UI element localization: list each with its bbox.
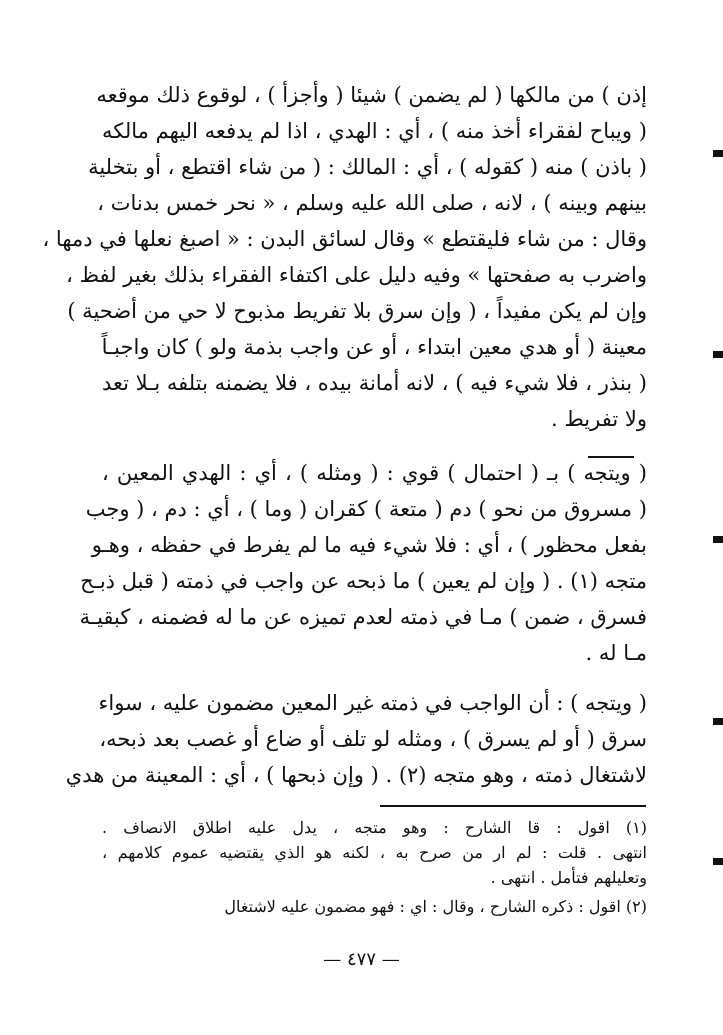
text-line: ولا تفريط . (551, 407, 647, 431)
edge-marker (713, 858, 723, 865)
paragraph-1 (42, 77, 647, 437)
footnote-line: انتهى . قلت : لم ار من صرح به ، لكنه هو الذي يقتضيه عموم كلامهم ، (102, 843, 647, 862)
text-line: وإن لم يكن مفيداً ، ( وإن سرق بلا تفريط مذبوح لا حي من أضحية ) (67, 299, 647, 323)
text-line: وقال : من شاء فليقتطع » وقال لسائق البدن : « اصبغ نعلها في دمها ، (42, 227, 647, 251)
text-line: بفعل محظور ) ، أي : فلا شيء فيه ما لم يفرط في حفظه ، وهـو (91, 533, 647, 557)
text-line: سرق ( أو لم يسرق ) ، ومثله لو تلف أو ضاع أو غصب بعد ذبحه، (99, 727, 647, 751)
paragraph-3 (65, 685, 647, 793)
text-line: فسرق ، ضمن ) مـا في ذمته لعدم تميزه عن ما له فضمنه ، كبقيـة (79, 605, 647, 629)
text-line: إذن ) من مالكها ( لم يضمن ) شيئا ( وأجزأ ) ، لوقوع ذلك موقعه (96, 83, 647, 107)
footnote-line: (١) اقول : قا الشارح : وهو متجه ، يدل عليه اطلاق الانصاف . (102, 818, 647, 837)
text-line: واضرب به صفحتها » وفيه دليل على اكتفاء الفقراء بذلك بغير لفظ ، (66, 263, 647, 287)
edge-marker (713, 150, 723, 157)
footnote-line: (٢) اقول : ذكره الشارح ، وقال : اي : فهو مضمون عليه لاشتغال (224, 897, 647, 916)
paragraph-2 (79, 455, 647, 671)
footnotes (102, 815, 647, 919)
text-line: بينهم وبينه ) ، لانه ، صلى الله عليه وسلم ، « نحر خمس بدنات ، (97, 191, 647, 215)
text-line: معينة ( أو هدي معين ابتداء ، أو عن واجب بذمة ولو ) كان واجبـاً (101, 335, 647, 359)
page-number: — ٤٧٧ — (323, 949, 400, 970)
text-line: متجه (١) . ( وإن لم يعين ) ما ذبحه عن واجب في ذمته ( قبل ذبـح (80, 569, 647, 593)
edge-marker (713, 718, 723, 725)
edge-marker (713, 536, 723, 543)
text-line: ( ويباح لفقراء أخذ منه ) ، أي : الهدي ، اذا لم يدفعه اليهم مالكه (102, 119, 647, 143)
footnote-line: وتعليلهم فتأمل . انتهى . (490, 868, 647, 887)
text-line: ( باذن ) منه ( كقوله ) ، أي : المالك : ( من شاء اقتطع ، أو بتخلية (88, 155, 647, 179)
text-line: مـا له . (585, 641, 647, 665)
text-line: ( بنذر ، فلا شيء فيه ) ، لانه أمانة بيده ، فلا يضمنه بتلفه بـلا تعد (102, 371, 647, 395)
text-line: ( ويتجه ) : أن الواجب في ذمته غير المعين مضمون عليه ، سواء (98, 691, 647, 715)
text-line: ( ويتجه ) بـ ( احتمال ) قوي : ( ومثله ) ، أي : الهدي المعين ، (102, 461, 647, 485)
footnote-divider (380, 805, 646, 807)
text-line: ( مسروق من نحو ) دم ( متعة ) كقران ( وما ) ، أي : دم ، ( وجب (85, 497, 647, 521)
text-line: لاشتغال ذمته ، وهو متجه (٢) . ( وإن ذبحها ) ، أي : المعينة من هدي (65, 763, 647, 787)
edge-marker (713, 351, 723, 358)
